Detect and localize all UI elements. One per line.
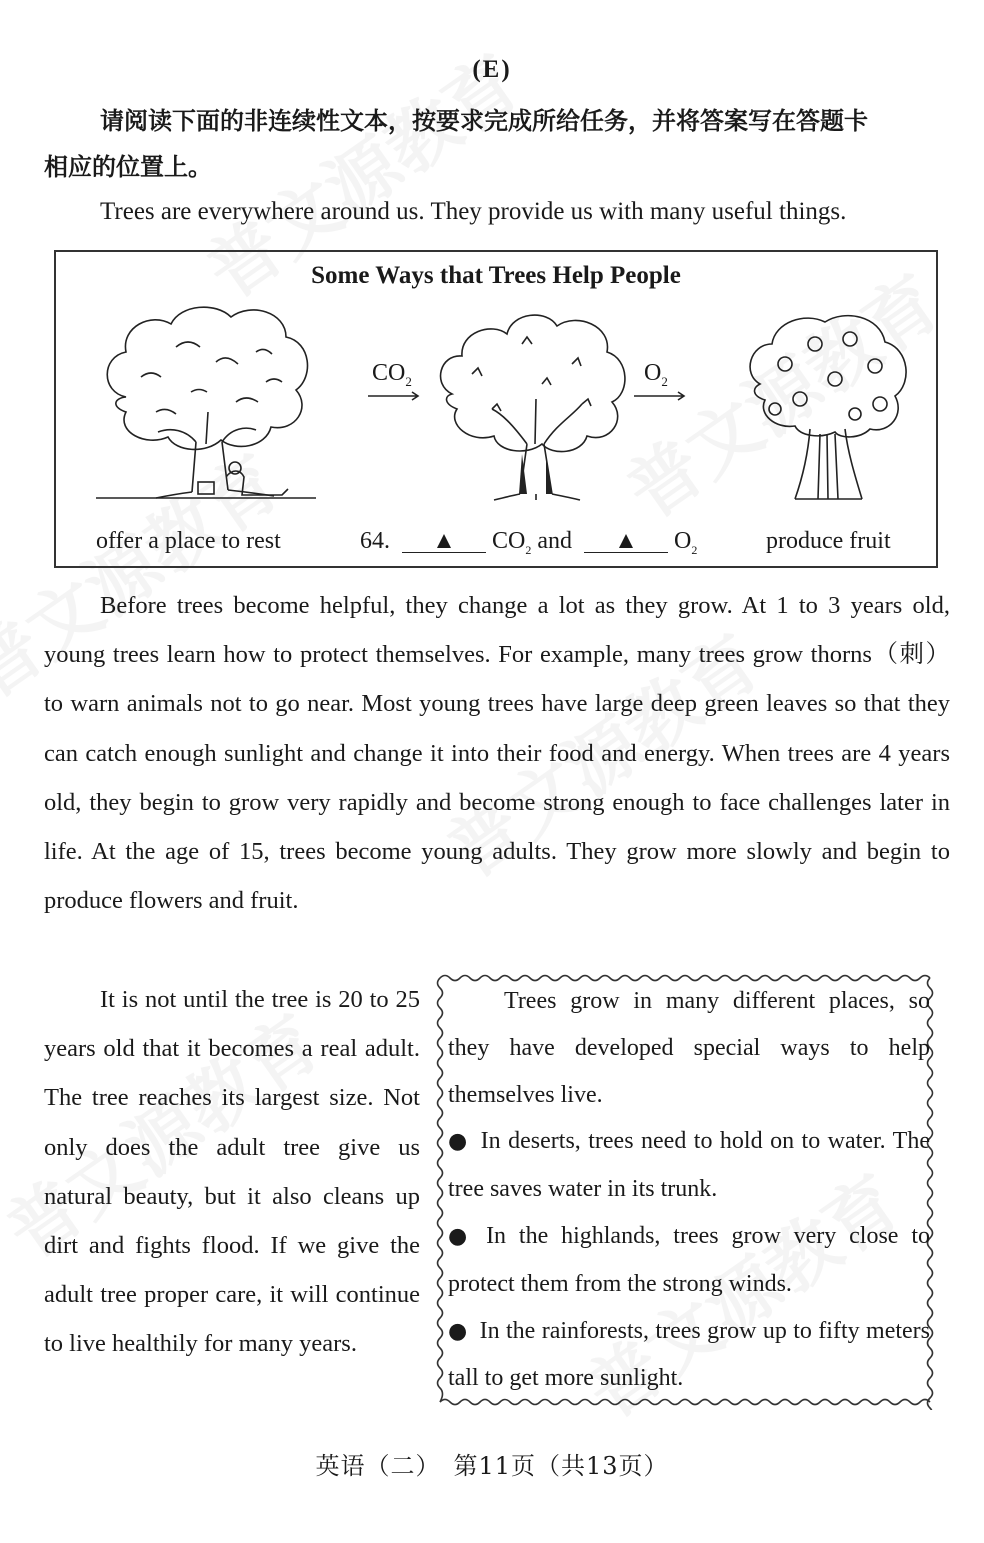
- caption-question: 64. ▲ $CO_2$ and ▲ $O_2$: [360, 528, 698, 557]
- sidebox-bullet: ● In the highlands, trees grow very close to protect them from the strong winds.: [448, 1222, 930, 1297]
- sidebox-bullet: ● In deserts, trees need to hold on to water. The tree saves water in its trunk.: [448, 1128, 930, 1203]
- answer-blank-1[interactable]: ▲: [402, 530, 486, 553]
- paragraph-adult-tree: It is not until the tree is 20 to 25 years old that it becomes a real adult. The tree reaches its largest size. Not only does the adult tree give us natural beauty, but it also cleans up dirt and fights flood. If we give the adult tree proper care, it will continue to live healthily for many years.: [44, 986, 420, 1358]
- intro-sentence: Trees are everywhere around us. They provide us with many useful things.: [100, 198, 847, 225]
- section-label: (E): [472, 56, 512, 83]
- caption-fruit: produce fruit: [766, 528, 891, 554]
- arrow1-label: $CO_2$: [372, 360, 412, 389]
- instructions-line2: 相应的位置上。: [44, 153, 212, 181]
- arrow-right-icon: [632, 390, 688, 402]
- sidebox-bullet: ● In the rainforests, trees grow up to fifty meters tall to get more sunlight.: [448, 1317, 931, 1392]
- sidebox-content: [448, 978, 930, 1402]
- figure-box: [54, 250, 938, 568]
- sidebox: [434, 970, 944, 1410]
- tree-rest-illustration: [96, 302, 316, 507]
- answer-blank-2[interactable]: ▲: [584, 530, 668, 553]
- page-footer: 英语（二） 第11页（共13页）: [315, 1452, 669, 1480]
- caption-rest: offer a place to rest: [96, 528, 281, 554]
- question-number: 64.: [360, 528, 390, 554]
- paragraph-growth: Before trees become helpful, they change a lot as they grow. At 1 to 3 years old, young trees learn how to protect themselves. For example, many trees grow thorns（刺） to warn animals not to go near. Most young trees have large deep green leaves so that they can catch enough sunlight and change it into their food and energy. When trees are 4 years old, they begin to grow very rapidly and become strong enough to face challenges later in life. At the age of 15, trees become young adults. They grow more slowly and begin to produce flowers and fruit.: [44, 592, 950, 915]
- arrow-right-icon: [366, 390, 422, 402]
- tree-air-illustration: [432, 304, 632, 504]
- sidebox-intro: Trees grow in many different places, so they have developed special ways to help themselves live.: [448, 988, 930, 1108]
- arrow2-label: $O_2$: [644, 360, 668, 389]
- instructions-line1: 请阅读下面的非连续性文本，按要求完成所给任务，并将答案写在答题卡: [100, 107, 868, 135]
- figure-title: Some Ways that Trees Help People: [311, 262, 681, 289]
- tree-fruit-illustration: [740, 304, 915, 504]
